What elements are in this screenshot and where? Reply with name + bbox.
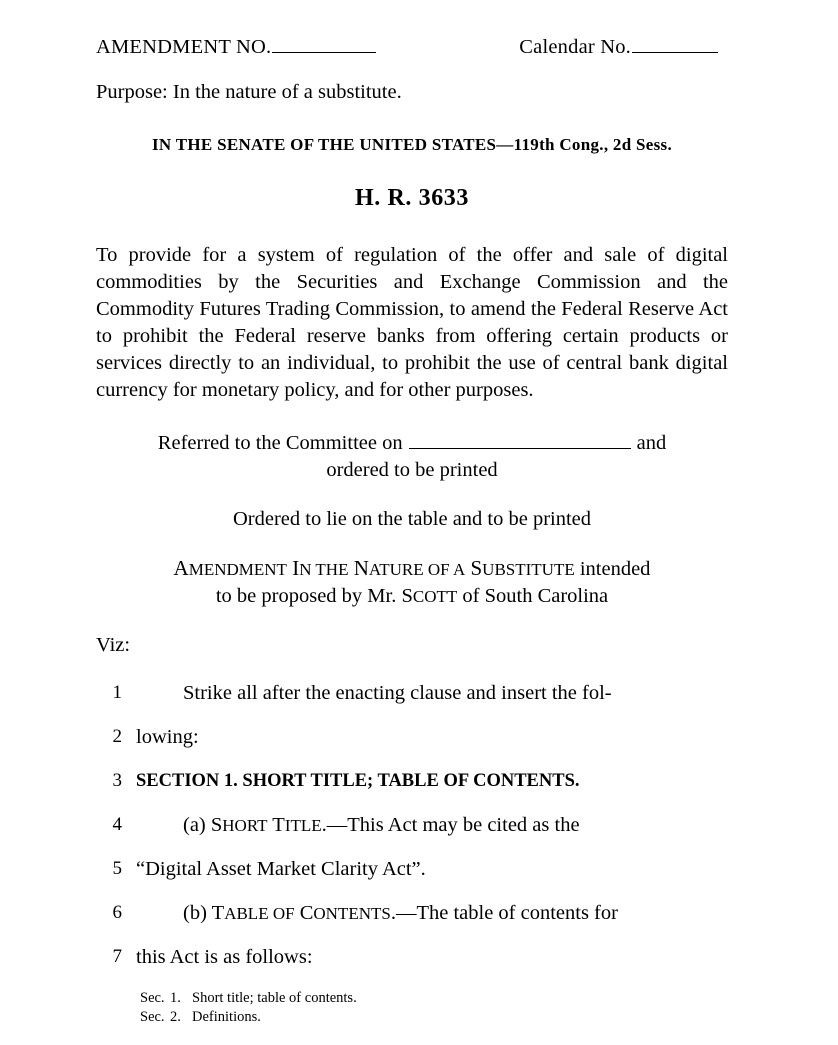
line-text-5: “Digital Asset Market Clarity Act”. xyxy=(136,858,426,880)
committee-blank xyxy=(409,448,631,449)
amendment-nature-intended: intended xyxy=(574,558,651,580)
amendment-nature-cap-a: A xyxy=(173,556,189,580)
amendment-nature-cap-i: I xyxy=(286,556,300,580)
referral-line xyxy=(96,430,728,484)
line-2 xyxy=(96,715,728,759)
toc-entry-2 xyxy=(140,1008,728,1027)
amendment-nature-nthe: N THE xyxy=(299,560,349,579)
toc-head-e: .—The table of contents for xyxy=(390,902,618,924)
amendment-nature-mendment: MENDMENT xyxy=(188,560,287,579)
referred-prefix: Referred to the Committee on xyxy=(157,432,403,454)
short-title-e: .—This Act may be cited as the xyxy=(321,814,580,836)
numbered-lines xyxy=(96,671,728,979)
amendment-nature-ubstitute: UBSTITUTE xyxy=(482,560,575,579)
amendment-nature-line xyxy=(96,555,728,610)
toc-label-2: Sec. xyxy=(140,1009,165,1025)
bill-summary-text: provide for a system of regulation of the offer and sale of digital commodities by the Securities and Exchange Commission and the Commodity Futures Trading Commission, to amend the Federal Reserve Act to prohibit the Federal reserve banks from offering certain products or services directly to an individual, to prohibit the use of central bank digital currency for monetary policy, and for other purposes. xyxy=(96,244,729,401)
proposed-by-state: of South Carolina xyxy=(457,585,609,607)
line-text-6 xyxy=(136,891,618,936)
line-number-2: 2 xyxy=(112,726,122,747)
amendment-nature-ature: ATURE xyxy=(368,560,424,579)
line-number-7: 7 xyxy=(112,946,122,967)
line-number-4: 4 xyxy=(112,814,122,835)
calendar-number-blank xyxy=(632,52,718,53)
amendment-nature-cap-n: N xyxy=(348,556,369,580)
proposed-by-prefix: to be proposed by Mr. S xyxy=(215,585,413,607)
section-1-heading: SECTION 1. SHORT TITLE; TABLE OF CONTENTS. xyxy=(136,771,580,791)
toc-head-c: C xyxy=(294,902,314,924)
proposed-by-line xyxy=(96,583,728,610)
line-4 xyxy=(96,803,728,847)
referred-suffix: and xyxy=(636,432,667,454)
short-title-c: T xyxy=(267,814,285,836)
calendar-number-group xyxy=(519,36,728,59)
line-text-7: this Act is as follows: xyxy=(136,946,313,968)
calendar-number-label: Calendar No. xyxy=(519,36,631,58)
toc-number-1: 1. xyxy=(170,990,181,1006)
amendment-number-label: AMENDMENT NO. xyxy=(96,36,272,58)
line-text-1: Strike all after the enacting clause and insert the fol- xyxy=(183,682,612,704)
table-of-contents xyxy=(96,989,728,1027)
line-1 xyxy=(96,671,728,715)
viz-label: Viz: xyxy=(96,634,131,656)
bill-summary xyxy=(96,242,728,404)
amendment-nature-cap-s: S xyxy=(465,556,483,580)
short-title-b: HORT xyxy=(222,816,268,835)
bill-number: H. R. 3633 xyxy=(355,185,469,211)
line-number-6: 6 xyxy=(112,902,122,923)
lie-on-table-line: Ordered to lie on the table and to be printed xyxy=(232,508,592,530)
toc-number-2: 2. xyxy=(170,1009,181,1025)
amendment-number-blank xyxy=(272,52,376,53)
short-title-d: ITLE xyxy=(284,816,322,835)
amendment-header-row xyxy=(96,36,728,59)
toc-label-1: Sec. xyxy=(140,990,165,1006)
ordered-printed: ordered to be printed xyxy=(326,459,498,481)
amendment-nature-ofa: OF A xyxy=(423,560,466,579)
senate-session-line: IN THE SENATE OF THE UNITED STATES—119th Cong., 2d Sess. xyxy=(151,135,673,154)
toc-head-a: (b) T xyxy=(183,902,225,924)
bill-summary-lead: To xyxy=(96,244,118,266)
line-text-2: lowing: xyxy=(136,726,199,748)
line-number-1: 1 xyxy=(112,682,122,703)
line-7 xyxy=(96,935,728,979)
line-5 xyxy=(96,847,728,891)
toc-title-1: Short title; table of contents. xyxy=(192,990,357,1006)
line-number-3: 3 xyxy=(112,770,122,791)
purpose-line: Purpose: In the nature of a substitute. xyxy=(96,81,402,103)
toc-title-2: Definitions. xyxy=(192,1009,261,1025)
short-title-a: (a) S xyxy=(183,814,223,836)
toc-entry-1 xyxy=(140,989,728,1008)
line-6 xyxy=(96,891,728,935)
proposed-by-name: COTT xyxy=(412,587,458,606)
line-number-5: 5 xyxy=(112,858,122,879)
line-3 xyxy=(96,759,728,803)
toc-head-b: ABLE OF xyxy=(224,904,295,923)
toc-head-d: ONTENTS xyxy=(313,904,391,923)
line-text-4 xyxy=(136,803,580,848)
